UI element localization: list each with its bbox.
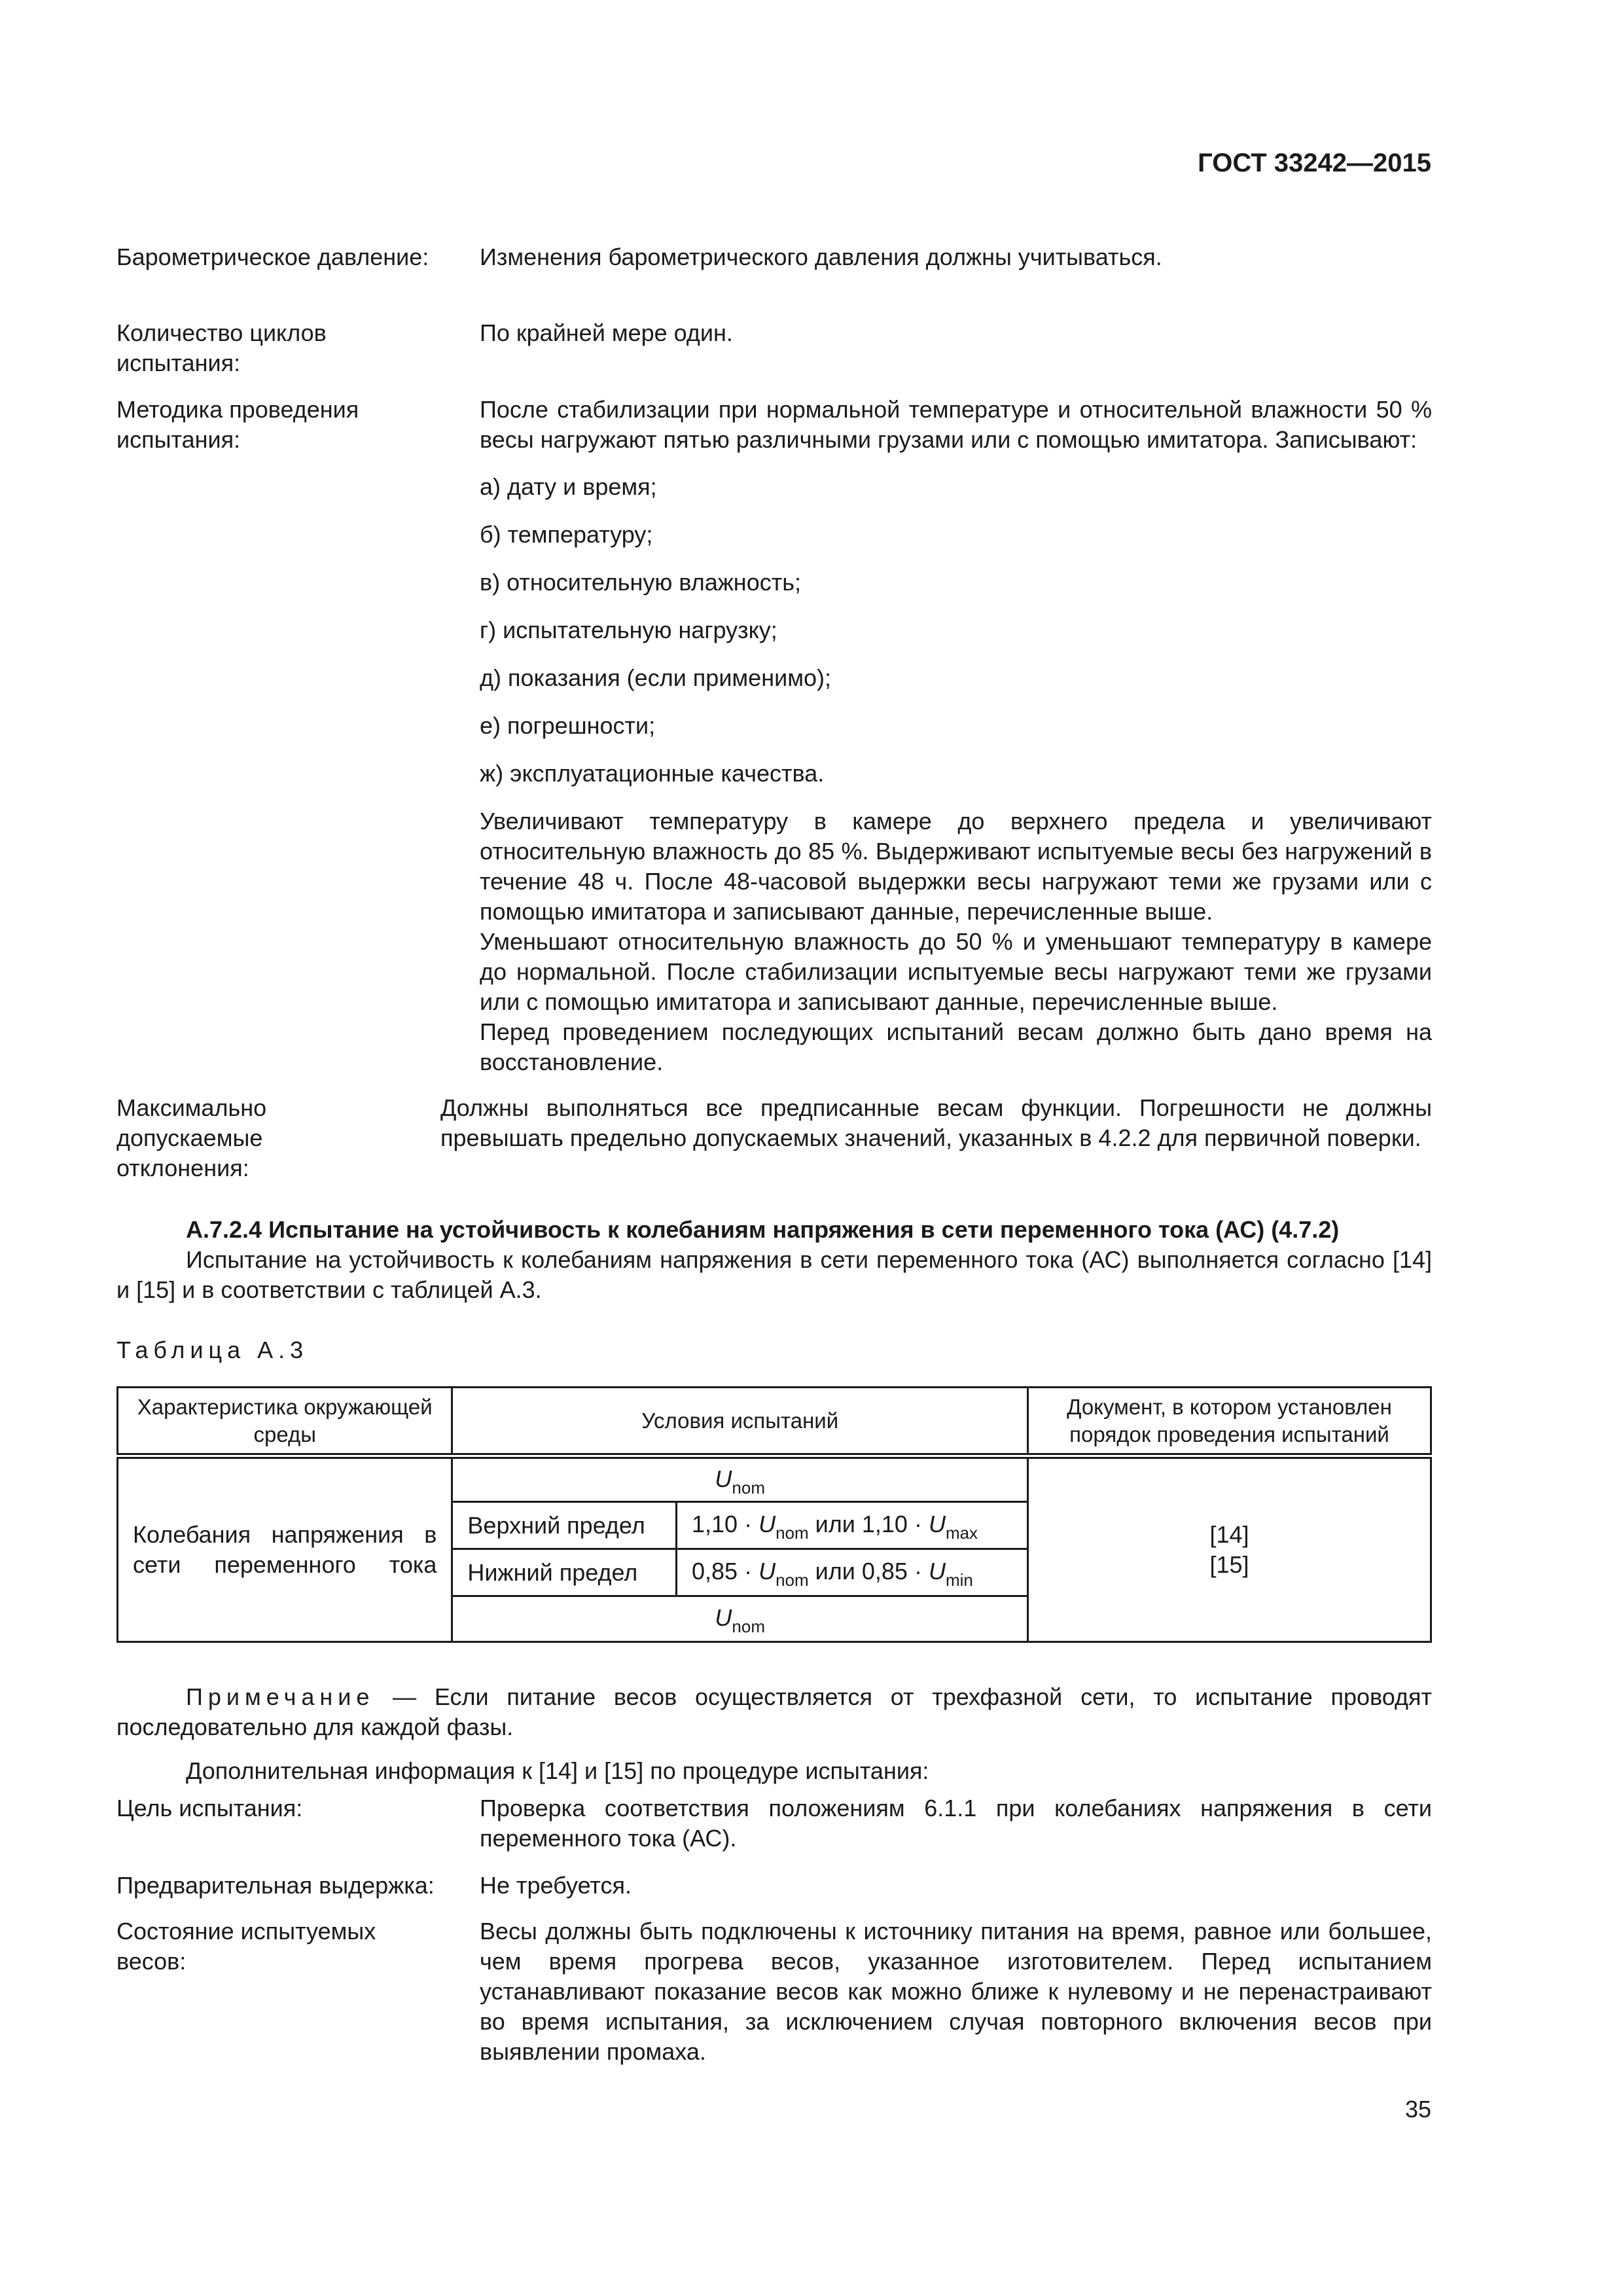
table-header-row — [118, 1388, 1431, 1456]
env-text: Колебания напряжения в сети переменного тока — [133, 1521, 437, 1578]
param-label: Состояние испытуемых весов: — [116, 1918, 376, 1975]
subscript: nom — [776, 1523, 809, 1543]
param-maxdev — [116, 1093, 1432, 1183]
method-paragraph: Уменьшают относительную влажность до 50 % и уменьшают температуру в камере до нормальной. После стабилизации испытуемые весы нагружают теми же грузами или с помощью имитатора и записывают данные, перечисленные выше. — [480, 928, 1432, 1015]
param-label: Методика проведения испытания: — [116, 396, 359, 453]
ref: [14] — [1209, 1521, 1249, 1548]
subscript: nom — [732, 1617, 765, 1636]
param-label: Максимально допускаемые отклонения: — [116, 1094, 267, 1181]
list-item: а) дату и время; — [480, 473, 657, 500]
param-label: Количество циклов испытания: — [116, 319, 327, 376]
symbol-u: U — [758, 1558, 776, 1585]
nom-cell — [452, 1596, 1028, 1642]
param-label: Барометрическое давление: — [116, 243, 429, 270]
limit-value — [677, 1549, 1028, 1596]
ref-cell — [1027, 1456, 1431, 1642]
method-paragraph: Увеличивают температуру в камере до верхнего предела и увеличивают относительную влажность до 85 %. Выдерживают испытуемые весы без нагружений в течение 48 ч. После 48-часовой выдержки весы нагружают теми же грузами или с помощью имитатора и записывают данные, перечисленные выше. — [480, 808, 1432, 925]
factor: или 0,85 · — [808, 1558, 929, 1585]
list-item: б) температуру; — [480, 521, 653, 548]
extra-precond — [116, 1871, 1432, 1901]
extra-goal — [116, 1793, 1432, 1854]
subscript: min — [945, 1570, 973, 1590]
list-item: ж) эксплуатационные качества. — [480, 760, 825, 787]
symbol-u: U — [715, 1465, 732, 1492]
section — [116, 1215, 1432, 1305]
subscript: nom — [776, 1570, 809, 1590]
table-header-cell: Условия испытаний — [452, 1388, 1028, 1456]
list-item: д) показания (если применимо); — [480, 664, 831, 691]
extra-intro: Дополнительная информация к [14] и [15] по процедуре испытания: — [186, 1757, 929, 1784]
param-method — [116, 395, 1432, 1077]
nom-cell — [452, 1456, 1028, 1502]
doc-code: ГОСТ 33242—2015 — [1198, 149, 1431, 177]
list-item: г) испытательную нагрузку; — [480, 617, 777, 643]
factor: 0,85 · — [692, 1558, 759, 1585]
section-title: А.7.2.4 Испытание на устойчивость к колебаниям напряжения в сети переменного тока (АС) (4.7.2) — [186, 1216, 1340, 1243]
param-value: Должны выполняться все предписанные весам функции. Погрешности не должны превышать предельно допускаемых значений, указанных в 4.2.2 для первичной поверки. — [440, 1094, 1432, 1151]
symbol-u: U — [928, 1558, 946, 1585]
extra-state — [116, 1916, 1432, 2067]
limit-label: Верхний предел — [452, 1502, 677, 1549]
env-cell — [118, 1456, 452, 1642]
page-number: 35 — [1404, 2096, 1431, 2123]
table-a3 — [116, 1386, 1432, 1643]
param-value — [480, 395, 1432, 1077]
note — [116, 1682, 1432, 1742]
symbol-u: U — [758, 1511, 776, 1537]
note-text: — Если питание весов осуществляется от трехфазной сети, то испытание проводят последовательно для каждой фазы. — [116, 1683, 1432, 1740]
section-text: Испытание на устойчивость к колебаниям напряжения в сети переменного тока (АС) выполняется согласно [14] и [15] и в соответствии с таблицей А.3. — [116, 1246, 1432, 1303]
param-value: По крайней мере один. — [480, 319, 733, 346]
param-value: Весы должны быть подключены к источнику питания на время, равное или большее, чем время прогрева весов, указанное изготовителем. Перед испытанием устанавливают показание весов как можно ближе к нулевому и не перенастраивают во время испытания, за исключением случая повторного включения весов при выявлении промаха. — [480, 1918, 1432, 2065]
limit-value — [677, 1502, 1028, 1549]
list-item: е) погрешности; — [480, 712, 656, 739]
factor: 1,10 · — [692, 1511, 759, 1537]
param-label: Цель испытания: — [116, 1795, 303, 1821]
param-cycles — [116, 318, 1432, 378]
table-header-cell: Характеристика окружающей среды — [118, 1388, 452, 1456]
symbol-u: U — [715, 1604, 732, 1631]
method-intro: После стабилизации при нормальной температуре и относительной влажности 50 % весы нагружают пятью различными грузами или с помощью имитатора. Записывают: — [480, 396, 1432, 453]
table-header-cell: Документ, в котором установлен порядок проведения испытаний — [1027, 1388, 1431, 1456]
ref: [15] — [1209, 1551, 1249, 1578]
param-value: Изменения барометрического давления должны учитываться. — [480, 243, 1162, 270]
subscript: nom — [732, 1477, 765, 1498]
subscript: max — [945, 1523, 978, 1543]
list-item: в) относительную влажность; — [480, 569, 801, 596]
factor: или 1,10 · — [808, 1511, 929, 1537]
table-row — [118, 1456, 1431, 1502]
symbol-u: U — [928, 1511, 946, 1537]
param-value: Не требуется. — [480, 1872, 632, 1899]
limit-label: Нижний предел — [452, 1549, 677, 1596]
table-caption: Таблица А.3 — [116, 1336, 309, 1363]
param-baro — [116, 242, 1432, 272]
note-label: Примечание — [186, 1683, 375, 1710]
method-list — [480, 472, 1432, 789]
param-label: Предварительная выдержка: — [116, 1872, 435, 1899]
method-paragraph: Перед проведением последующих испытаний весам должно быть дано время на восстановление. — [480, 1018, 1432, 1075]
param-value: Проверка соответствия положениям 6.1.1 при колебаниях напряжения в сети переменного тока (АС). — [480, 1795, 1432, 1852]
